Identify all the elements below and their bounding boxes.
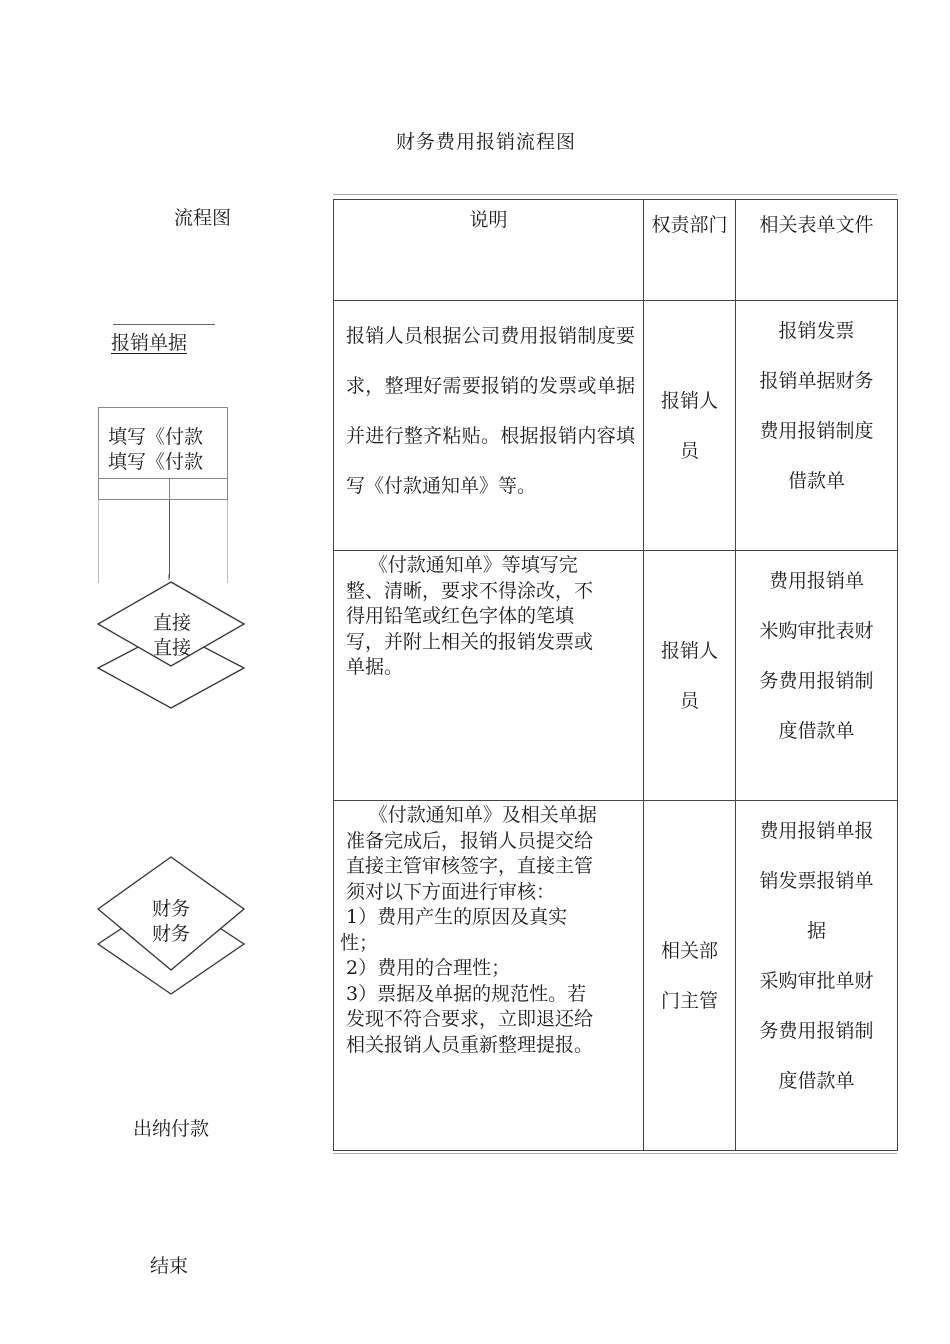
page-title: 财务费用报销流程图 — [395, 131, 576, 153]
row2-desc-line-3: 得用铅笔或红色字体的笔填 — [346, 605, 575, 627]
table-row — [334, 301, 898, 551]
row3-desc-line-4: 须对以下方面进行审核： — [346, 880, 556, 903]
flow-connector-line — [169, 500, 170, 578]
flowchart-heading: 流程图 — [174, 207, 232, 229]
row3-file-6: 度借款单 — [778, 1070, 855, 1092]
row1-files — [736, 301, 898, 551]
document-shape-top-line — [113, 324, 215, 325]
row3-file-3: 据 — [806, 920, 826, 942]
row3-files — [736, 801, 898, 1151]
process-description-table — [333, 199, 898, 1151]
row3-desc-line-2: 准备完成后，报销人员提交给 — [346, 829, 594, 852]
row3-desc-line-3: 直接主管审核签字，直接主管 — [346, 855, 594, 877]
row3-responsible: 相关部门主管 — [644, 801, 736, 1151]
row2-desc-line-2: 整、清晰，要求不得涂改，不 — [346, 579, 594, 602]
fill-form-line-1: 填写《付款 — [108, 426, 204, 448]
row3-desc-line-1: 《付款通知单》及相关单据 — [368, 804, 597, 826]
header-description: 说明 — [334, 200, 644, 301]
row3-file-4: 采购审批单财 — [759, 970, 874, 992]
row1-file-1: 报销发票 — [778, 320, 855, 342]
row2-desc-line-4: 写，并附上相关的报销发票或 — [346, 630, 594, 653]
document-node-label: 报销单据 — [111, 332, 188, 354]
process-box-vertical-divider — [169, 478, 170, 499]
header-responsible: 权责部门 — [644, 200, 736, 301]
table-row — [334, 801, 898, 1151]
fill-form-process-box — [98, 407, 228, 500]
process-box-extension — [98, 500, 228, 583]
process-box-divider — [99, 478, 227, 479]
table-row — [334, 551, 898, 801]
row3-file-2: 销发票报销单 — [759, 870, 874, 892]
table-frame-bottom-line — [333, 1153, 897, 1154]
row1-responsible: 报销人员 — [644, 301, 736, 551]
diamond1-line-2: 直接 — [152, 637, 191, 659]
row2-responsible: 报销人员 — [644, 551, 736, 801]
row2-description — [334, 551, 644, 801]
diamond1-line-1: 直接 — [152, 612, 191, 634]
row3-desc-line-7: 2）费用的合理性； — [346, 957, 511, 979]
row2-files — [736, 551, 898, 801]
row3-file-5: 务费用报销制 — [759, 1020, 874, 1042]
cashier-payment-label: 出纳付款 — [133, 1118, 210, 1140]
row2-file-4: 度借款单 — [778, 720, 855, 742]
diamond2-line-2: 财务 — [151, 923, 190, 945]
row1-file-2: 报销单据财务 — [759, 370, 874, 392]
row2-desc-line-1: 《付款通知单》等填写完 — [368, 554, 578, 576]
row1-file-4: 借款单 — [787, 470, 845, 492]
row3-desc-line-10: 相关报销人员重新整理提报。 — [346, 1033, 594, 1056]
row3-desc-line-9: 发现不符合要求，立即退还给 — [346, 1008, 594, 1030]
row1-file-3: 费用报销制度 — [759, 420, 874, 442]
diamond2-line-1: 财务 — [151, 898, 190, 920]
row3-description — [334, 801, 644, 1151]
header-files: 相关表单文件 — [736, 200, 898, 301]
row1-description: 报销人员根据公司费用报销制度要求，整理好需要报销的发票或单据并进行整齐粘贴。根据报销内容填写《付款通知单》等。 — [334, 301, 644, 551]
row3-desc-line-8: 3）票据及单据的规范性。若 — [346, 982, 587, 1005]
supervisor-diamond-label — [142, 611, 202, 661]
table-frame-top-line — [333, 194, 897, 195]
row3-desc-line-5: 1）费用产生的原因及真实 — [346, 906, 568, 928]
row3-desc-line-6: 性； — [340, 931, 379, 954]
end-label: 结束 — [150, 1255, 189, 1277]
row2-file-2: 米购审批表财 — [759, 620, 874, 642]
row2-file-3: 务费用报销制 — [759, 670, 874, 692]
table-header-row — [334, 200, 898, 301]
finance-diamond-label — [141, 897, 201, 947]
row2-desc-line-5: 单据。 — [346, 656, 404, 678]
fill-form-line-2: 填写《付款 — [108, 451, 204, 473]
row3-file-1: 费用报销单报 — [759, 820, 874, 842]
row2-file-1: 费用报销单 — [768, 570, 864, 592]
